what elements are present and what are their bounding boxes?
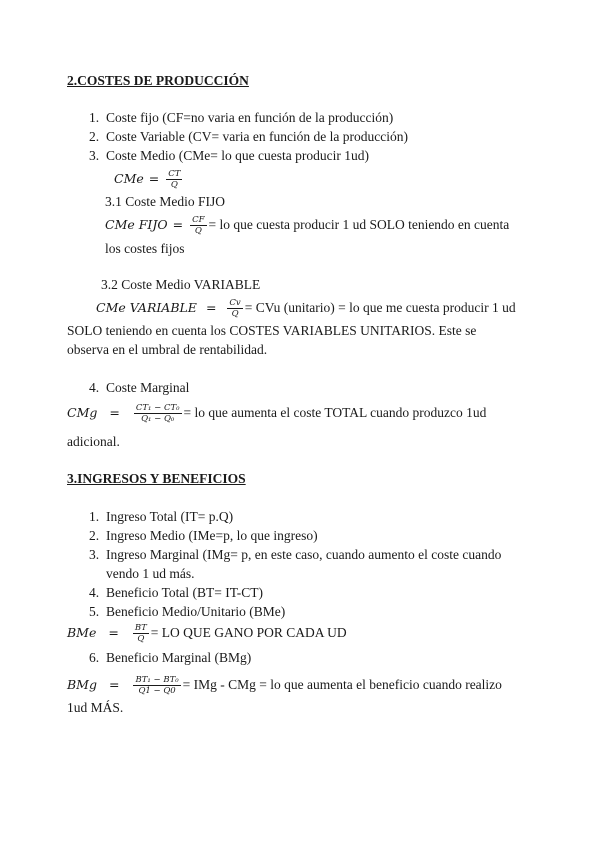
- list-number: 5.: [89, 604, 100, 619]
- formula-equals: =: [109, 677, 120, 692]
- formula-text: = lo que cuesta producir 1 ud SOLO teniendo en cuenta: [208, 217, 510, 232]
- formula-text: = CVu (unitario) = lo que me cuesta producir 1 ud: [244, 300, 516, 315]
- fraction: [166, 169, 182, 190]
- list-item-coste-variable: [89, 129, 408, 145]
- fraction-denominator: Q: [231, 309, 239, 320]
- list-item-ingreso-total: [89, 509, 233, 525]
- list-item-ingreso-medio: [89, 528, 318, 544]
- fraction-numerator: BT₁ − BT₀: [135, 675, 179, 686]
- paragraph-line: 1ud MÁS.: [67, 700, 124, 715]
- list-number: 2.: [89, 129, 100, 144]
- section-title-costes: 2.COSTES DE PRODUCCIÓN: [67, 73, 249, 88]
- formula-bmg: [67, 671, 502, 699]
- formula-bme: [67, 621, 347, 645]
- list-number: 4.: [89, 585, 100, 600]
- formula-text: = LO QUE GANO POR CADA UD: [150, 625, 347, 640]
- fraction: [227, 298, 242, 319]
- list-text: Beneficio Medio/Unitario (BMe): [106, 604, 286, 619]
- list-text: Coste Medio (CMe= lo que cuesta producir 1ud): [106, 148, 369, 163]
- fraction-numerator: CF: [192, 215, 205, 226]
- list-text-continuation: vendo 1 ud más.: [106, 566, 195, 581]
- formula-equals: =: [108, 625, 119, 640]
- list-item-beneficio-medio: [89, 604, 285, 620]
- list-item-beneficio-marginal: [89, 650, 251, 666]
- paragraph-line: los costes fijos: [105, 241, 185, 256]
- section-title-ingresos: 3.INGRESOS Y BENEFICIOS: [67, 471, 246, 486]
- formula-equals: =: [109, 405, 120, 420]
- list-number: 6.: [89, 650, 100, 665]
- paragraph-line: SOLO teniendo en cuenta los COSTES VARIABLES UNITARIOS. Este se: [67, 323, 477, 338]
- subsection-title-cme-fijo: 3.1 Coste Medio FIJO: [105, 194, 226, 209]
- fraction: [190, 215, 206, 236]
- list-number: 1.: [89, 509, 100, 524]
- list-number: 2.: [89, 528, 100, 543]
- list-item-coste-marginal: [89, 380, 189, 396]
- formula-cme-fijo: [105, 213, 509, 237]
- fraction: [133, 623, 149, 644]
- list-item-beneficio-total: [89, 585, 263, 601]
- fraction-denominator: Q: [137, 634, 145, 645]
- formula-lhs: CMg: [67, 405, 98, 420]
- fraction-numerator: CT: [168, 169, 181, 180]
- list-item-ingreso-marginal: [89, 547, 501, 563]
- formula-lhs: CMe: [114, 171, 144, 186]
- list-number: 3.: [89, 547, 100, 562]
- paragraph-line: observa en el umbral de rentabilidad.: [67, 342, 268, 357]
- list-number: 1.: [89, 110, 100, 125]
- formula-equals: =: [148, 171, 160, 186]
- fraction-denominator: Q: [194, 226, 202, 237]
- list-text: Coste Variable (CV= varia en función de la producción): [106, 129, 409, 144]
- formula-text: = lo que aumenta el coste TOTAL cuando produzco 1ud: [183, 405, 487, 420]
- formula-lhs: BMg: [67, 677, 97, 692]
- fraction-numerator: BT: [134, 623, 147, 634]
- formula-cme: [114, 167, 184, 191]
- list-text: Ingreso Medio (IMe=p, lo que ingreso): [106, 528, 318, 543]
- list-text: Ingreso Total (IT= p.Q): [106, 509, 234, 524]
- list-text: Beneficio Total (BT= IT-CT): [106, 585, 264, 600]
- list-text: Coste Marginal: [106, 380, 190, 395]
- paragraph-line: adicional.: [67, 434, 120, 449]
- fraction-denominator: Q: [170, 180, 178, 191]
- subsection-title-cme-variable: 3.2 Coste Medio VARIABLE: [101, 277, 261, 292]
- formula-cme-variable: [96, 296, 516, 320]
- list-text: Ingreso Marginal (IMg= p, en este caso, cuando aumento el coste cuando: [106, 547, 502, 562]
- list-number: 4.: [89, 380, 100, 395]
- formula-lhs: CMe VARIABLE: [96, 300, 197, 315]
- formula-text: = IMg - CMg = lo que aumenta el beneficio cuando realizo: [182, 677, 502, 692]
- list-text: Beneficio Marginal (BMg): [106, 650, 252, 665]
- list-text: Coste fijo (CF=no varia en función de la producción): [106, 110, 394, 125]
- fraction-denominator: Q1 − Q0: [138, 686, 176, 697]
- list-item-coste-fijo: [89, 110, 393, 126]
- fraction-numerator: CT₁ − CT₀: [135, 403, 180, 414]
- fraction: [134, 403, 182, 424]
- fraction-numerator: Cv: [229, 298, 241, 309]
- fraction-denominator: Q₁ − Q₀: [141, 414, 175, 425]
- list-number: 3.: [89, 148, 100, 163]
- formula-equals: =: [172, 217, 184, 232]
- fraction: [133, 675, 180, 696]
- formula-lhs: BMe: [67, 625, 97, 640]
- formula-cmg: [67, 399, 486, 427]
- formula-lhs: CMe FIJO: [105, 217, 168, 232]
- list-item-coste-medio: [89, 148, 369, 164]
- formula-equals: =: [205, 300, 217, 315]
